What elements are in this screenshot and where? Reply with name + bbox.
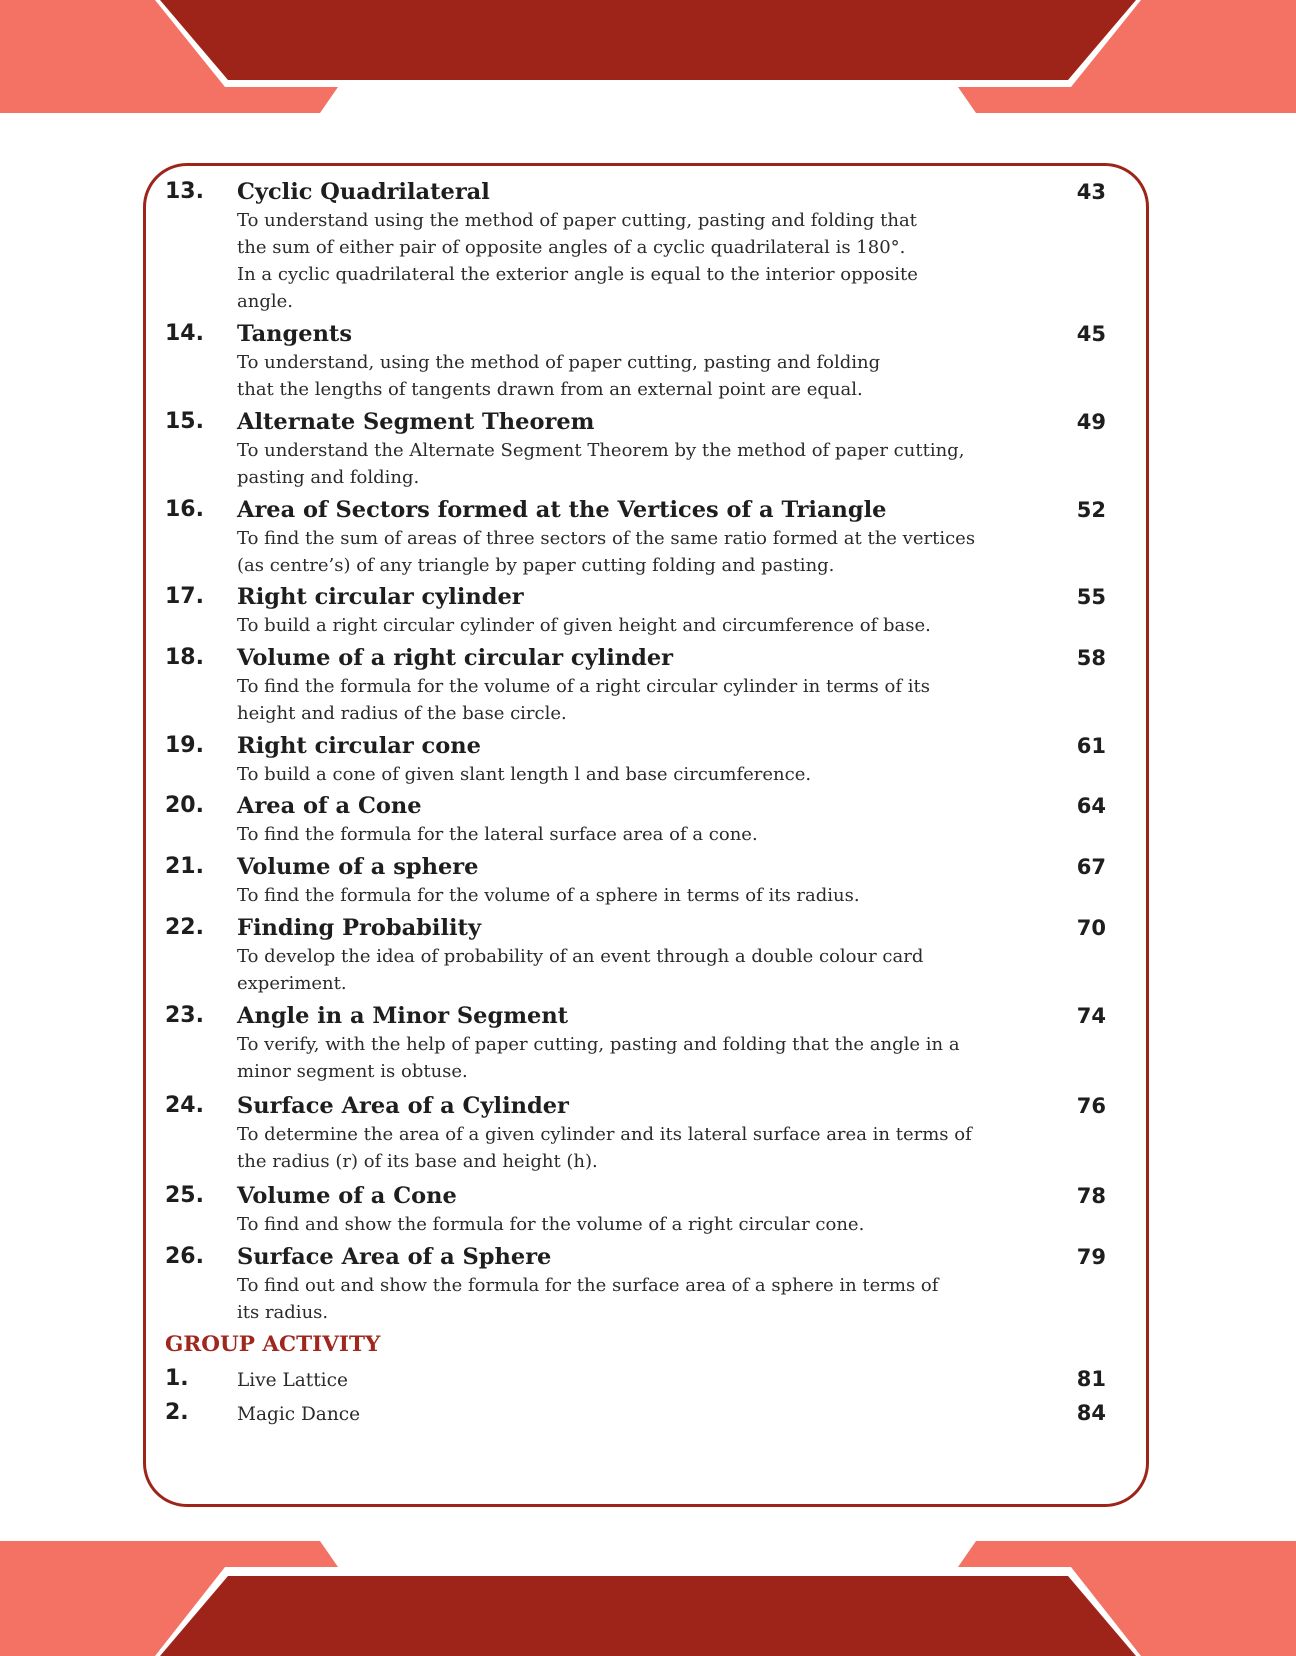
group-item-page-number: 81 — [1076, 1367, 1106, 1391]
description-line: To determine the area of a given cylinder and its lateral surface area in terms of — [237, 1124, 972, 1145]
entry-page-number: 70 — [1076, 916, 1106, 940]
entry-title: Surface Area of a Sphere — [237, 1244, 552, 1270]
entry-title: Area of Sectors formed at the Vertices of a Triangle — [237, 497, 887, 523]
description-line: To find the formula for the volume of a sphere in terms of its radius. — [237, 885, 860, 906]
entry-description — [237, 1031, 960, 1085]
entry-page-number: 76 — [1076, 1094, 1106, 1118]
entry-description — [237, 821, 758, 848]
description-line: To build a cone of given slant length l and base circumference. — [237, 764, 812, 785]
entry-number: 22. — [165, 915, 204, 940]
entry-description — [237, 525, 975, 579]
entry-description — [237, 761, 811, 788]
description-line: angle. — [237, 291, 293, 312]
entry-description — [237, 207, 918, 315]
entry-number: 21. — [165, 854, 204, 879]
description-line: To find the formula for the lateral surface area of a cone. — [237, 824, 758, 845]
description-line: To find the formula for the volume of a right circular cylinder in terms of its — [237, 676, 930, 697]
description-line: To find and show the formula for the volume of a right circular cone. — [237, 1214, 865, 1235]
description-line: that the lengths of tangents drawn from an external point are equal. — [237, 379, 863, 400]
entry-page-number: 64 — [1076, 794, 1106, 818]
entry-page-number: 58 — [1076, 646, 1106, 670]
description-line: To build a right circular cylinder of given height and circumference of base. — [237, 615, 931, 636]
description-line: (as centre’s) of any triangle by paper cutting folding and pasting. — [237, 555, 835, 576]
entry-description — [237, 612, 931, 639]
entry-number: 14. — [165, 321, 204, 346]
bottom-banner-decoration — [0, 1541, 1296, 1656]
entry-number: 23. — [165, 1003, 204, 1028]
entry-title: Area of a Cone — [237, 793, 422, 819]
entry-title: Surface Area of a Cylinder — [237, 1093, 569, 1119]
entry-number: 24. — [165, 1093, 204, 1118]
entry-number: 13. — [165, 179, 204, 204]
entry-number: 25. — [165, 1183, 204, 1208]
entry-title: Finding Probability — [237, 915, 482, 941]
entry-number: 16. — [165, 497, 204, 522]
entry-title: Alternate Segment Theorem — [237, 409, 595, 435]
entry-title: Angle in a Minor Segment — [237, 1003, 569, 1029]
entry-title: Volume of a right circular cylinder — [237, 645, 674, 671]
entry-title: Right circular cylinder — [237, 584, 524, 610]
entry-page-number: 52 — [1076, 498, 1106, 522]
description-line: In a cyclic quadrilateral the exterior angle is equal to the interior opposite — [237, 264, 918, 285]
entry-description — [237, 437, 964, 491]
description-line: minor segment is obtuse. — [237, 1061, 468, 1082]
group-item-title: Live Lattice — [237, 1370, 348, 1391]
description-line: To find the sum of areas of three sectors of the same ratio formed at the vertices — [237, 528, 976, 549]
entry-description — [237, 349, 880, 403]
entry-number: 18. — [165, 645, 204, 670]
entry-description — [237, 1211, 864, 1238]
description-line: To understand using the method of paper cutting, pasting and folding that — [237, 210, 917, 231]
description-line: experiment. — [237, 973, 347, 994]
entry-page-number: 55 — [1076, 585, 1106, 609]
entry-page-number: 78 — [1076, 1184, 1106, 1208]
entry-number: 26. — [165, 1244, 204, 1269]
entry-title: Tangents — [237, 321, 352, 347]
entry-page-number: 74 — [1076, 1004, 1106, 1028]
entry-title: Cyclic Quadrilateral — [237, 179, 490, 205]
group-activity-heading: GROUP ACTIVITY — [165, 1332, 381, 1357]
description-line: height and radius of the base circle. — [237, 703, 567, 724]
description-line: its radius. — [237, 1302, 329, 1323]
group-item-page-number: 84 — [1076, 1401, 1106, 1425]
group-item-number: 1. — [165, 1366, 189, 1391]
entry-title: Volume of a Cone — [237, 1183, 457, 1209]
entry-description — [237, 673, 930, 727]
group-item-number: 2. — [165, 1400, 189, 1425]
description-line: the radius (r) of its base and height (h). — [237, 1151, 598, 1172]
description-line: To verify, with the help of paper cutting, pasting and folding that the angle in a — [237, 1034, 960, 1055]
description-line: pasting and folding. — [237, 467, 420, 488]
top-banner-decoration — [0, 0, 1296, 115]
entry-page-number: 67 — [1076, 855, 1106, 879]
entry-page-number: 79 — [1076, 1245, 1106, 1269]
entry-number: 17. — [165, 584, 204, 609]
entry-description — [237, 1272, 938, 1326]
entry-title: Volume of a sphere — [237, 854, 479, 880]
entry-page-number: 61 — [1076, 734, 1106, 758]
entry-number: 19. — [165, 733, 204, 758]
entry-description — [237, 943, 923, 997]
entry-description — [237, 882, 860, 909]
description-line: To find out and show the formula for the surface area of a sphere in terms of — [237, 1275, 939, 1296]
entry-title: Right circular cone — [237, 733, 481, 759]
entry-number: 20. — [165, 793, 204, 818]
description-line: To understand the Alternate Segment Theorem by the method of paper cutting, — [237, 440, 965, 461]
entry-number: 15. — [165, 409, 204, 434]
group-item-title: Magic Dance — [237, 1404, 361, 1425]
entry-page-number: 49 — [1076, 410, 1106, 434]
entry-description — [237, 1121, 972, 1175]
entry-page-number: 45 — [1076, 322, 1106, 346]
entry-page-number: 43 — [1076, 180, 1106, 204]
description-line: To develop the idea of probability of an event through a double colour card — [237, 946, 924, 967]
description-line: the sum of either pair of opposite angles of a cyclic quadrilateral is 180°. — [237, 237, 906, 258]
description-line: To understand, using the method of paper cutting, pasting and folding — [237, 352, 881, 373]
